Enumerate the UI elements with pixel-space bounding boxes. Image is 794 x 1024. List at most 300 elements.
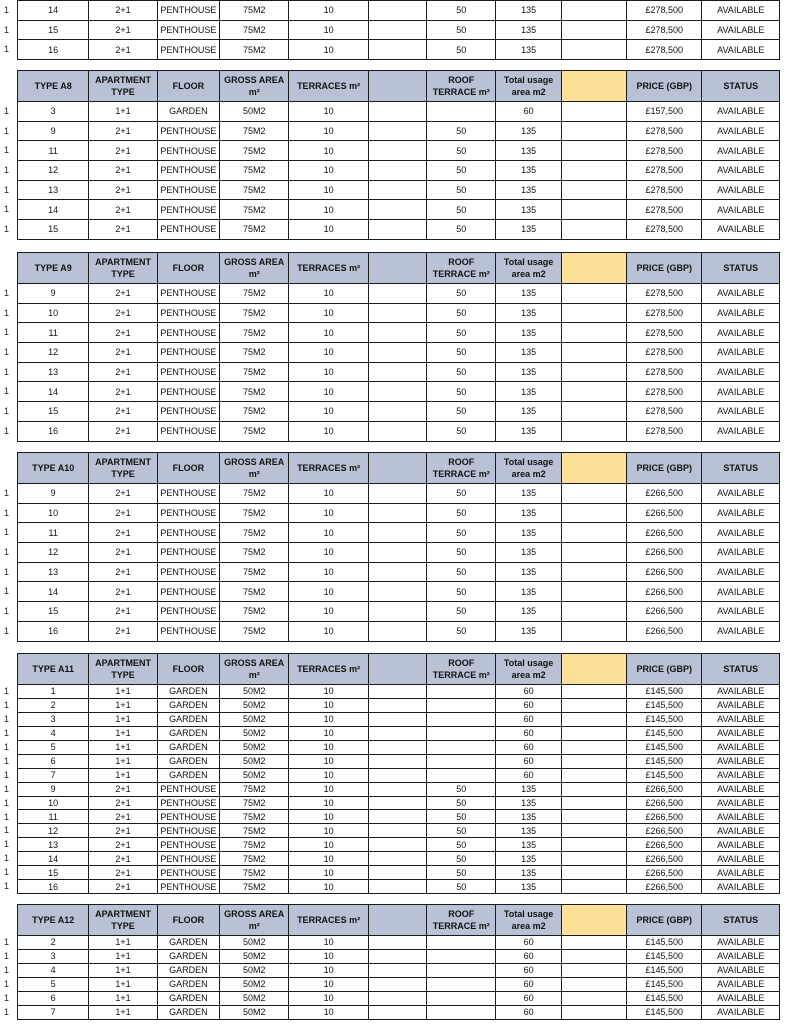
total-usage-area-cell: 60 xyxy=(496,726,561,740)
highlight-column-cell xyxy=(561,936,626,950)
gross-area-cell: 50M2 xyxy=(220,698,289,712)
highlight-column-cell xyxy=(561,866,626,880)
unit-number-cell: 15 xyxy=(18,220,89,240)
unit-number-cell: 13 xyxy=(18,562,89,582)
unit-number-cell: 1 xyxy=(18,685,89,699)
total-usage-area-cell: 60 xyxy=(496,1005,561,1019)
price-cell: £278,500 xyxy=(627,20,702,40)
table-row xyxy=(18,768,780,782)
gross-area-cell: 75M2 xyxy=(220,484,289,504)
roof-terrace-cell: 50 xyxy=(427,523,496,543)
floor-cell: PENTHOUSE xyxy=(157,343,219,363)
roof-terrace-cell: 50 xyxy=(427,421,496,441)
total-usage-area-cell: 135 xyxy=(496,421,561,441)
unit-number-cell: 3 xyxy=(18,712,89,726)
price-cell: £145,500 xyxy=(627,991,702,1005)
header-apartment-type: APARTMENT TYPE xyxy=(89,71,157,102)
apartment-table-section xyxy=(4,252,780,442)
header-highlight xyxy=(561,654,626,685)
unit-number-cell: 10 xyxy=(18,503,89,523)
price-cell: £145,500 xyxy=(627,712,702,726)
apartment-table xyxy=(17,452,780,642)
blank-column-cell xyxy=(368,121,426,141)
highlight-column-cell xyxy=(561,20,626,40)
floor-cell: PENTHOUSE xyxy=(157,303,219,323)
roof-terrace-cell: 50 xyxy=(427,562,496,582)
total-usage-area-cell: 60 xyxy=(496,977,561,991)
unit-number-cell: 13 xyxy=(18,180,89,200)
gross-area-cell: 75M2 xyxy=(220,602,289,622)
apartment-type-cell: 1+1 xyxy=(89,740,157,754)
gross-area-cell: 75M2 xyxy=(220,180,289,200)
table-row xyxy=(18,503,780,523)
status-cell: AVAILABLE xyxy=(702,220,780,240)
roof-terrace-cell xyxy=(427,102,496,122)
header-status: STATUS xyxy=(702,253,780,284)
gross-area-cell: 50M2 xyxy=(220,936,289,950)
price-cell: £266,500 xyxy=(627,824,702,838)
terraces-cell: 10 xyxy=(289,740,368,754)
blank-column-cell xyxy=(368,602,426,622)
margin-mark: 1 xyxy=(4,964,10,975)
status-cell: AVAILABLE xyxy=(702,40,780,60)
status-cell: AVAILABLE xyxy=(702,562,780,582)
gross-area-cell: 75M2 xyxy=(220,562,289,582)
unit-number-cell: 11 xyxy=(18,523,89,543)
highlight-column-cell xyxy=(561,102,626,122)
unit-number-cell: 6 xyxy=(18,754,89,768)
gross-area-cell: 75M2 xyxy=(220,362,289,382)
header-row xyxy=(18,905,780,936)
header-gross-area: GROSS AREA m² xyxy=(220,905,289,936)
total-usage-area-cell: 135 xyxy=(496,303,561,323)
terraces-cell: 10 xyxy=(289,421,368,441)
highlight-column-cell xyxy=(561,838,626,852)
gross-area-cell: 75M2 xyxy=(220,1,289,21)
floor-cell: GARDEN xyxy=(157,768,219,782)
status-cell: AVAILABLE xyxy=(702,754,780,768)
roof-terrace-cell: 50 xyxy=(427,343,496,363)
price-cell: £278,500 xyxy=(627,200,702,220)
apartment-type-cell: 2+1 xyxy=(89,582,157,602)
blank-column-cell xyxy=(368,698,426,712)
floor-cell: PENTHOUSE xyxy=(157,323,219,343)
gross-area-cell: 50M2 xyxy=(220,963,289,977)
highlight-column-cell xyxy=(561,543,626,563)
floor-cell: PENTHOUSE xyxy=(157,382,219,402)
status-cell: AVAILABLE xyxy=(702,523,780,543)
apartment-type-cell: 2+1 xyxy=(89,838,157,852)
header-row xyxy=(18,253,780,284)
floor-cell: PENTHOUSE xyxy=(157,362,219,382)
header-gross-area: GROSS AREA m² xyxy=(220,453,289,484)
highlight-column-cell xyxy=(561,782,626,796)
margin-mark: 1 xyxy=(4,4,10,15)
highlight-column-cell xyxy=(561,991,626,1005)
unit-number-cell: 16 xyxy=(18,40,89,60)
margin-mark: 1 xyxy=(4,546,10,557)
table-row xyxy=(18,1,780,21)
unit-number-cell: 9 xyxy=(18,782,89,796)
table-row xyxy=(18,866,780,880)
gross-area-cell: 75M2 xyxy=(220,838,289,852)
roof-terrace-cell: 50 xyxy=(427,810,496,824)
margin-mark: 1 xyxy=(4,425,10,436)
apartment-table xyxy=(17,0,780,60)
floor-cell: GARDEN xyxy=(157,712,219,726)
apartment-type-cell: 2+1 xyxy=(89,121,157,141)
apartment-type-cell: 1+1 xyxy=(89,768,157,782)
gross-area-cell: 75M2 xyxy=(220,880,289,894)
margin-mark: 1 xyxy=(4,867,10,878)
apartment-type-cell: 2+1 xyxy=(89,343,157,363)
price-cell: £278,500 xyxy=(627,362,702,382)
floor-cell: PENTHOUSE xyxy=(157,602,219,622)
status-cell: AVAILABLE xyxy=(702,963,780,977)
highlight-column-cell xyxy=(561,421,626,441)
highlight-column-cell xyxy=(561,880,626,894)
total-usage-area-cell: 60 xyxy=(496,740,561,754)
roof-terrace-cell xyxy=(427,1005,496,1019)
type-label: TYPE A11 xyxy=(18,654,89,685)
blank-column-cell xyxy=(368,838,426,852)
apartment-type-cell: 2+1 xyxy=(89,20,157,40)
blank-column-cell xyxy=(368,768,426,782)
price-cell: £278,500 xyxy=(627,1,702,21)
table-row xyxy=(18,740,780,754)
blank-column-cell xyxy=(368,323,426,343)
status-cell: AVAILABLE xyxy=(702,421,780,441)
terraces-cell: 10 xyxy=(289,484,368,504)
roof-terrace-cell: 50 xyxy=(427,880,496,894)
roof-terrace-cell xyxy=(427,698,496,712)
terraces-cell: 10 xyxy=(289,343,368,363)
table-row xyxy=(18,977,780,991)
header-total-usage: Total usage area m2 xyxy=(496,453,561,484)
apartment-type-cell: 2+1 xyxy=(89,796,157,810)
unit-number-cell: 3 xyxy=(18,949,89,963)
margin-mark: 1 xyxy=(4,797,10,808)
roof-terrace-cell: 50 xyxy=(427,602,496,622)
terraces-cell: 10 xyxy=(289,782,368,796)
header-total-usage: Total usage area m2 xyxy=(496,253,561,284)
unit-number-cell: 14 xyxy=(18,852,89,866)
blank-column-cell xyxy=(368,726,426,740)
gross-area-cell: 75M2 xyxy=(220,382,289,402)
floor-cell: PENTHOUSE xyxy=(157,582,219,602)
header-terraces: TERRACES m² xyxy=(289,905,368,936)
total-usage-area-cell: 60 xyxy=(496,768,561,782)
table-row xyxy=(18,523,780,543)
table-row xyxy=(18,838,780,852)
terraces-cell: 10 xyxy=(289,936,368,950)
header-highlight xyxy=(561,905,626,936)
blank-column-cell xyxy=(368,200,426,220)
status-cell: AVAILABLE xyxy=(702,768,780,782)
unit-number-cell: 5 xyxy=(18,740,89,754)
price-cell: £278,500 xyxy=(627,323,702,343)
gross-area-cell: 75M2 xyxy=(220,200,289,220)
margin-mark: 1 xyxy=(4,287,10,298)
apartment-type-cell: 2+1 xyxy=(89,880,157,894)
header-terraces: TERRACES m² xyxy=(289,71,368,102)
terraces-cell: 10 xyxy=(289,284,368,304)
unit-number-cell: 15 xyxy=(18,20,89,40)
roof-terrace-cell: 50 xyxy=(427,121,496,141)
blank-column-cell xyxy=(368,621,426,641)
price-cell: £145,500 xyxy=(627,754,702,768)
terraces-cell: 10 xyxy=(289,949,368,963)
unit-number-cell: 9 xyxy=(18,121,89,141)
apartment-type-cell: 2+1 xyxy=(89,503,157,523)
price-cell: £266,500 xyxy=(627,621,702,641)
terraces-cell: 10 xyxy=(289,768,368,782)
terraces-cell: 10 xyxy=(289,810,368,824)
total-usage-area-cell: 135 xyxy=(496,141,561,161)
apartment-type-cell: 2+1 xyxy=(89,602,157,622)
unit-number-cell: 11 xyxy=(18,141,89,161)
roof-terrace-cell: 50 xyxy=(427,180,496,200)
margin-mark: 1 xyxy=(4,783,10,794)
total-usage-area-cell: 135 xyxy=(496,582,561,602)
status-cell: AVAILABLE xyxy=(702,161,780,181)
table-row xyxy=(18,343,780,363)
roof-terrace-cell: 50 xyxy=(427,866,496,880)
unit-number-cell: 12 xyxy=(18,343,89,363)
header-gross-area: GROSS AREA m² xyxy=(220,654,289,685)
blank-column-cell xyxy=(368,852,426,866)
margin-mark: 1 xyxy=(4,769,10,780)
total-usage-area-cell: 135 xyxy=(496,852,561,866)
unit-number-cell: 16 xyxy=(18,421,89,441)
apartment-type-cell: 2+1 xyxy=(89,810,157,824)
gross-area-cell: 50M2 xyxy=(220,685,289,699)
table-row xyxy=(18,484,780,504)
terraces-cell: 10 xyxy=(289,796,368,810)
highlight-column-cell xyxy=(561,180,626,200)
blank-column-cell xyxy=(368,1,426,21)
roof-terrace-cell xyxy=(427,685,496,699)
margin-mark: 1 xyxy=(4,224,10,235)
roof-terrace-cell: 50 xyxy=(427,40,496,60)
floor-cell: PENTHOUSE xyxy=(157,141,219,161)
total-usage-area-cell: 135 xyxy=(496,343,561,363)
unit-number-cell: 2 xyxy=(18,936,89,950)
unit-number-cell: 15 xyxy=(18,866,89,880)
header-price: PRICE (GBP) xyxy=(627,905,702,936)
total-usage-area-cell: 135 xyxy=(496,543,561,563)
unit-number-cell: 9 xyxy=(18,484,89,504)
terraces-cell: 10 xyxy=(289,712,368,726)
price-cell: £266,500 xyxy=(627,838,702,852)
blank-column-cell xyxy=(368,523,426,543)
margin-mark: 1 xyxy=(4,950,10,961)
table-row xyxy=(18,991,780,1005)
apartment-type-cell: 1+1 xyxy=(89,698,157,712)
highlight-column-cell xyxy=(561,977,626,991)
header-row xyxy=(18,453,780,484)
total-usage-area-cell: 60 xyxy=(496,936,561,950)
header-blank xyxy=(368,654,426,685)
table-row xyxy=(18,421,780,441)
blank-column-cell xyxy=(368,484,426,504)
blank-column-cell xyxy=(368,824,426,838)
blank-column-cell xyxy=(368,102,426,122)
roof-terrace-cell: 50 xyxy=(427,543,496,563)
table-row xyxy=(18,284,780,304)
highlight-column-cell xyxy=(561,754,626,768)
apartment-type-cell: 1+1 xyxy=(89,726,157,740)
highlight-column-cell xyxy=(561,200,626,220)
floor-cell: PENTHOUSE xyxy=(157,621,219,641)
floor-cell: PENTHOUSE xyxy=(157,121,219,141)
gross-area-cell: 50M2 xyxy=(220,1005,289,1019)
total-usage-area-cell: 135 xyxy=(496,1,561,21)
floor-cell: PENTHOUSE xyxy=(157,220,219,240)
terraces-cell: 10 xyxy=(289,582,368,602)
apartment-type-cell: 1+1 xyxy=(89,685,157,699)
gross-area-cell: 75M2 xyxy=(220,421,289,441)
terraces-cell: 10 xyxy=(289,602,368,622)
blank-column-cell xyxy=(368,685,426,699)
roof-terrace-cell: 50 xyxy=(427,161,496,181)
header-floor: FLOOR xyxy=(157,253,219,284)
apartment-table-section xyxy=(4,452,780,642)
price-cell: £266,500 xyxy=(627,523,702,543)
table-row xyxy=(18,323,780,343)
gross-area-cell: 50M2 xyxy=(220,102,289,122)
unit-number-cell: 11 xyxy=(18,323,89,343)
total-usage-area-cell: 135 xyxy=(496,782,561,796)
unit-number-cell: 6 xyxy=(18,991,89,1005)
header-apartment-type: APARTMENT TYPE xyxy=(89,654,157,685)
roof-terrace-cell: 50 xyxy=(427,838,496,852)
margin-mark: 1 xyxy=(4,755,10,766)
margin-mark: 1 xyxy=(4,685,10,696)
highlight-column-cell xyxy=(561,602,626,622)
price-cell: £145,500 xyxy=(627,949,702,963)
status-cell: AVAILABLE xyxy=(702,382,780,402)
gross-area-cell: 75M2 xyxy=(220,303,289,323)
price-cell: £145,500 xyxy=(627,768,702,782)
status-cell: AVAILABLE xyxy=(702,621,780,641)
blank-column-cell xyxy=(368,754,426,768)
highlight-column-cell xyxy=(561,562,626,582)
status-cell: AVAILABLE xyxy=(702,796,780,810)
apartment-table xyxy=(17,653,780,894)
table-row xyxy=(18,621,780,641)
gross-area-cell: 75M2 xyxy=(220,343,289,363)
terraces-cell: 10 xyxy=(289,180,368,200)
roof-terrace-cell: 50 xyxy=(427,303,496,323)
roof-terrace-cell: 50 xyxy=(427,220,496,240)
apartment-type-cell: 2+1 xyxy=(89,303,157,323)
gross-area-cell: 75M2 xyxy=(220,543,289,563)
status-cell: AVAILABLE xyxy=(702,1005,780,1019)
apartment-type-cell: 2+1 xyxy=(89,200,157,220)
margin-mark: 1 xyxy=(4,184,10,195)
margin-mark: 1 xyxy=(4,606,10,617)
margin-mark: 1 xyxy=(4,741,10,752)
price-cell: £145,500 xyxy=(627,685,702,699)
price-cell: £278,500 xyxy=(627,161,702,181)
total-usage-area-cell: 135 xyxy=(496,20,561,40)
table-row xyxy=(18,543,780,563)
total-usage-area-cell: 60 xyxy=(496,698,561,712)
margin-mark: 1 xyxy=(4,406,10,417)
floor-cell: PENTHOUSE xyxy=(157,880,219,894)
terraces-cell: 10 xyxy=(289,838,368,852)
margin-mark: 1 xyxy=(4,727,10,738)
gross-area-cell: 50M2 xyxy=(220,977,289,991)
header-highlight xyxy=(561,453,626,484)
type-label: TYPE A9 xyxy=(18,253,89,284)
terraces-cell: 10 xyxy=(289,685,368,699)
status-cell: AVAILABLE xyxy=(702,880,780,894)
blank-column-cell xyxy=(368,180,426,200)
floor-cell: PENTHOUSE xyxy=(157,852,219,866)
total-usage-area-cell: 135 xyxy=(496,824,561,838)
gross-area-cell: 50M2 xyxy=(220,949,289,963)
margin-mark: 1 xyxy=(4,125,10,136)
margin-mark: 1 xyxy=(4,699,10,710)
status-cell: AVAILABLE xyxy=(702,936,780,950)
roof-terrace-cell: 50 xyxy=(427,796,496,810)
total-usage-area-cell: 135 xyxy=(496,484,561,504)
status-cell: AVAILABLE xyxy=(702,141,780,161)
total-usage-area-cell: 135 xyxy=(496,323,561,343)
total-usage-area-cell: 135 xyxy=(496,562,561,582)
gross-area-cell: 75M2 xyxy=(220,621,289,641)
table-row xyxy=(18,20,780,40)
highlight-column-cell xyxy=(561,284,626,304)
blank-column-cell xyxy=(368,991,426,1005)
unit-number-cell: 12 xyxy=(18,824,89,838)
header-gross-area: GROSS AREA m² xyxy=(220,253,289,284)
floor-cell: PENTHOUSE xyxy=(157,402,219,422)
blank-column-cell xyxy=(368,141,426,161)
header-highlight xyxy=(561,253,626,284)
price-cell: £278,500 xyxy=(627,40,702,60)
price-cell: £266,500 xyxy=(627,484,702,504)
margin-mark: 1 xyxy=(4,487,10,498)
table-row xyxy=(18,754,780,768)
price-cell: £278,500 xyxy=(627,402,702,422)
blank-column-cell xyxy=(368,782,426,796)
roof-terrace-cell xyxy=(427,949,496,963)
table-row xyxy=(18,562,780,582)
price-cell: £266,500 xyxy=(627,582,702,602)
highlight-column-cell xyxy=(561,382,626,402)
total-usage-area-cell: 135 xyxy=(496,880,561,894)
roof-terrace-cell: 50 xyxy=(427,824,496,838)
table-row xyxy=(18,796,780,810)
apartment-table xyxy=(17,904,780,1020)
status-cell: AVAILABLE xyxy=(702,284,780,304)
floor-cell: PENTHOUSE xyxy=(157,20,219,40)
floor-cell: PENTHOUSE xyxy=(157,1,219,21)
gross-area-cell: 75M2 xyxy=(220,523,289,543)
highlight-column-cell xyxy=(561,1,626,21)
gross-area-cell: 75M2 xyxy=(220,503,289,523)
terraces-cell: 10 xyxy=(289,991,368,1005)
table-row xyxy=(18,303,780,323)
highlight-column-cell xyxy=(561,402,626,422)
table-row xyxy=(18,712,780,726)
type-label: TYPE A12 xyxy=(18,905,89,936)
apartment-table xyxy=(17,70,780,240)
gross-area-cell: 75M2 xyxy=(220,796,289,810)
